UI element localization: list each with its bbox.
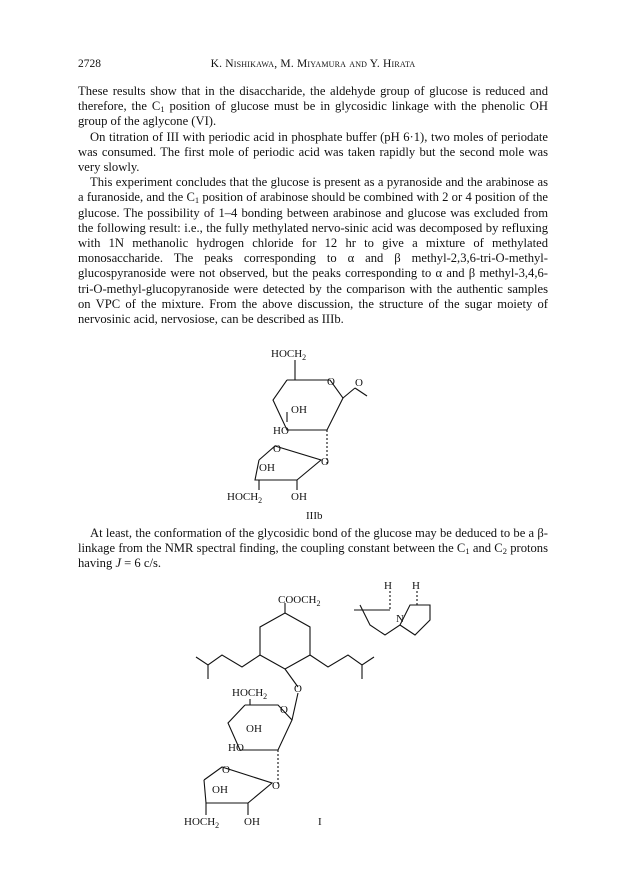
caption-IIIb: IIIb [306,510,323,522]
paragraph-3 [78,175,548,327]
label-furanose-o: O [222,764,230,776]
page-header [78,58,548,74]
label-glucose-o: O [280,704,288,716]
text-run: These results show that in the disaccharide, the aldehyde group of glucose is reduced and therefore, the C [78,84,548,114]
label-ho: HO [228,742,244,754]
methoxy-bond [355,388,367,396]
structure-IIIb [215,340,415,530]
glucose-o-link [292,693,298,720]
label-hoch2: $HOCH_2$ [232,687,268,701]
prenyl-right [310,655,374,667]
text-run: 1 [160,104,165,115]
text-run: protons having [78,541,548,571]
text-run: This experiment concludes that the glucose is present as a pyranoside and the arabinose as a furanoside, and the C [78,175,548,205]
label-hoch2-bottom: $HOCH_2$ [227,491,263,505]
text-run: At least, the conformation of the glycosidic bond of the glucose may be deduced to be a β-linkage from the NMR spectral finding, the coupling constant between the C [78,526,548,556]
prenyl-left [196,655,260,667]
glycosidic-bond-top [343,388,355,398]
text-run: = 6 c/s. [121,556,162,571]
label-oh-bottom: OH [244,816,260,828]
label-oh: OH [246,723,262,735]
label-ring-o: O [327,376,335,388]
text-run: 1 [465,546,470,557]
text-run: position of arabinose should be combined with 2 or 4 position of the glucose. The possibility of 1–4 bonding between arabinose and glucose was excluded from the following result: i.e., the fully methylated nervo-sinic acid was decomposed by refluxing with 1N methanolic hydrogen chloride for 12 hr to give a mixture of methylated monosaccharide. The peaks corresponding to α and β methyl-2,3,6-tri-O-methyl-glucospyranoside were not observed, but the peaks corresponding to α and β methyl-3,4,6-tri-O-methyl-glucopyranoside were detected by the comparison with the authentic samples on VPC of the mixture. From the above discussion, the structure of the sugar moiety of nervosinic acid, nervosiose, can be described as IIIb. [78,190,548,327]
label-cooch2: $COOCH_2$ [278,594,321,608]
page-number: 2728 [78,58,101,70]
label-furanose-oh: OH [259,462,275,474]
body-text-upper [78,84,548,327]
label-h-1: H [384,580,392,592]
label-link-o: O [321,456,329,468]
label-hoch2-top: $HOCH_2$ [271,348,307,362]
label-hoch2-bottom: $HOCH_2$ [184,816,220,830]
paragraph-4 [78,526,548,572]
body-text-lower [78,526,548,572]
label-phenolic-o: O [294,683,302,695]
label-glycosidic-o: O [355,377,363,389]
text-run: J [115,556,122,571]
label-oh-bottom: OH [291,491,307,503]
text-run: 2 [502,546,507,557]
paragraph-2: On titration of III with periodic acid in phosphate buffer (pH 6·1), two moles of periodate was consumed. The first mole of periodic acid was taken rapidly but the second mole was very slowly. [78,129,548,175]
text-run: and C [469,541,503,556]
label-furanose-o: O [273,443,281,455]
label-n: N [396,613,404,625]
text-run: 1 [194,195,200,206]
label-oh: OH [291,404,307,416]
label-h-2: H [412,580,420,592]
caption-I: I [318,816,322,828]
paragraph-1 [78,84,548,130]
running-head: K. Nishikawa, M. Miyamura and Y. Hirata [210,58,416,70]
benzene-ring [260,613,310,669]
text-run: position of glucose must be in glycosidic linkage with the phenolic OH group of the aglycone (VI). [78,99,548,129]
structure-I [160,575,460,875]
label-ho: HO [273,425,289,437]
label-link-o: O [272,780,280,792]
label-furanose-oh: OH [212,784,228,796]
